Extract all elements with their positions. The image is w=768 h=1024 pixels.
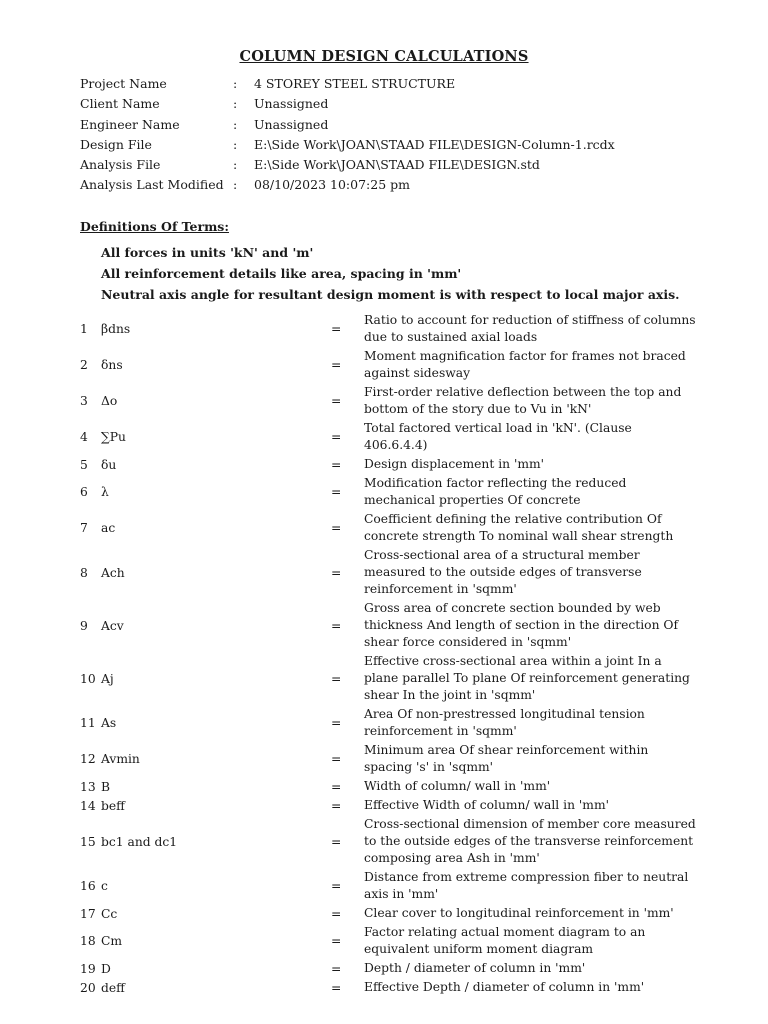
term-symbol: Cm xyxy=(101,934,123,948)
info-row-engineer-name xyxy=(80,115,720,135)
note-neutral-axis: Neutral axis angle for resultant design moment is with respect to local major axis. xyxy=(101,287,680,302)
term-number: 15 xyxy=(80,834,96,849)
term-symbol: As xyxy=(101,716,117,730)
term-symbol: Acv xyxy=(101,618,124,633)
term-equals: = xyxy=(331,834,342,849)
term-symbol: c xyxy=(101,879,108,893)
term-number: 8 xyxy=(80,565,88,580)
term-row xyxy=(80,652,700,705)
term-number: 17 xyxy=(80,906,96,921)
info-colon: : xyxy=(233,116,238,132)
term-equals: = xyxy=(331,485,342,499)
term-symbol: D xyxy=(101,961,111,976)
term-row xyxy=(80,546,700,599)
info-label: Project Name xyxy=(80,76,167,91)
term-equals: = xyxy=(331,394,342,408)
term-description: Effective cross-sectional area within a joint In a plane parallel To plane Of reinforcement generating shear In the joint in 'sqmm' xyxy=(364,654,690,702)
note-reinforcement: All reinforcement details like area, spacing in 'mm' xyxy=(101,266,462,281)
term-number: 12 xyxy=(80,752,96,766)
info-row-analysis-file xyxy=(80,155,720,175)
info-value: Unassigned xyxy=(254,116,329,132)
term-description: Width of column/ wall in 'mm' xyxy=(364,779,551,793)
info-value: 08/10/2023 10:07:25 pm xyxy=(254,177,410,193)
term-row xyxy=(80,419,700,455)
term-equals: = xyxy=(331,961,342,976)
term-row xyxy=(80,923,700,959)
term-equals: = xyxy=(331,906,342,921)
term-description: Gross area of concrete section bounded by web thickness And length of section in the direction Of shear force considered in 'sqmm' xyxy=(364,601,679,649)
term-equals: = xyxy=(331,879,342,893)
term-equals: = xyxy=(331,752,342,766)
term-number: 7 xyxy=(80,521,88,535)
term-number: 9 xyxy=(80,618,88,633)
term-symbol: beff xyxy=(101,798,125,813)
term-symbol: λ xyxy=(101,485,109,499)
term-row xyxy=(80,455,700,474)
term-description: Area Of non-prestressed longitudinal tension reinforcement in 'sqmm' xyxy=(364,707,645,738)
term-number: 3 xyxy=(80,394,88,408)
term-symbol: δns xyxy=(101,358,123,372)
term-symbol: Ach xyxy=(101,565,125,580)
info-value: 4 STOREY STEEL STRUCTURE xyxy=(254,76,456,91)
page-title: COLUMN DESIGN CALCULATIONS xyxy=(239,48,529,65)
term-equals: = xyxy=(331,430,342,444)
term-description: Ratio to account for reduction of stiffness of columns due to sustained axial loads xyxy=(364,313,696,344)
info-value: Unassigned xyxy=(254,96,329,112)
term-equals: = xyxy=(331,980,342,995)
term-row xyxy=(80,383,700,419)
term-symbol: βdns xyxy=(101,322,131,336)
term-number: 5 xyxy=(80,457,88,472)
term-row xyxy=(80,347,700,383)
term-number: 20 xyxy=(80,980,96,995)
project-info xyxy=(80,74,720,196)
info-label: Design File xyxy=(80,136,152,152)
info-colon: : xyxy=(233,157,238,173)
definitions-heading: Definitions Of Terms: xyxy=(80,219,229,234)
term-description: Effective Width of column/ wall in 'mm' xyxy=(364,798,609,812)
term-row xyxy=(80,510,700,546)
term-description: Coefficient defining the relative contribution Of concrete strength To nominal wall shear strength xyxy=(364,512,674,543)
term-description: Total factored vertical load in 'kN'. (Clause 406.6.4.4) xyxy=(364,421,632,452)
term-description: Minimum area Of shear reinforcement within spacing 's' in 'sqmm' xyxy=(364,743,649,774)
term-row xyxy=(80,815,700,868)
term-row xyxy=(80,599,700,652)
term-symbol: ac xyxy=(101,521,116,535)
term-number: 16 xyxy=(80,879,96,893)
term-description: Cross-sectional dimension of member core measured to the outside edges of the transverse reinforcement composing area Ash in 'mm' xyxy=(364,817,696,865)
term-equals: = xyxy=(331,565,342,580)
term-description: Clear cover to longitudinal reinforcement in 'mm' xyxy=(364,906,674,920)
term-symbol: δu xyxy=(101,457,117,472)
info-row-analysis-last-modified xyxy=(80,175,720,195)
term-equals: = xyxy=(331,322,342,336)
info-colon: : xyxy=(233,177,238,193)
term-symbol: bc1 and dc1 xyxy=(101,834,178,849)
term-symbol: ∑Pu xyxy=(101,430,126,444)
term-equals: = xyxy=(331,521,342,535)
term-row xyxy=(80,978,700,997)
term-row xyxy=(80,959,700,978)
term-number: 14 xyxy=(80,798,96,813)
term-row xyxy=(80,741,700,777)
term-symbol: deff xyxy=(101,980,125,995)
term-description: Modification factor reflecting the reduced mechanical properties Of concrete xyxy=(364,476,627,507)
info-value: E:\Side Work\JOAN\STAAD FILE\DESIGN-Column-1.rcdx xyxy=(254,136,615,152)
notes-list xyxy=(101,242,680,305)
term-equals: = xyxy=(331,358,342,372)
term-description: Effective Depth / diameter of column in 'mm' xyxy=(364,980,645,994)
term-number: 19 xyxy=(80,961,96,976)
term-number: 18 xyxy=(80,934,96,948)
term-equals: = xyxy=(331,934,342,948)
term-symbol: B xyxy=(101,779,111,794)
term-equals: = xyxy=(331,779,342,794)
term-description: Depth / diameter of column in 'mm' xyxy=(364,961,586,975)
term-row xyxy=(80,311,700,347)
info-label: Engineer Name xyxy=(80,116,180,132)
term-equals: = xyxy=(331,671,342,686)
term-description: Cross-sectional area of a structural member measured to the outside edges of transverse reinforcement in 'sqmm' xyxy=(364,548,642,596)
info-label: Analysis Last Modified xyxy=(80,177,224,193)
info-colon: : xyxy=(233,96,238,112)
note-units: All forces in units 'kN' and 'm' xyxy=(101,245,314,260)
info-label: Analysis File xyxy=(80,157,161,173)
term-symbol: Cc xyxy=(101,906,118,921)
term-number: 2 xyxy=(80,358,88,372)
term-equals: = xyxy=(331,457,342,472)
info-colon: : xyxy=(233,136,238,152)
info-colon: : xyxy=(233,76,238,91)
info-row-client-name xyxy=(80,94,720,114)
info-row-design-file xyxy=(80,135,720,155)
term-description: Distance from extreme compression fiber to neutral axis in 'mm' xyxy=(364,870,689,901)
term-description: Design displacement in 'mm' xyxy=(364,457,545,471)
term-symbol: Avmin xyxy=(101,752,140,766)
info-value: E:\Side Work\JOAN\STAAD FILE\DESIGN.std xyxy=(254,157,540,173)
terms-list xyxy=(80,311,700,997)
term-equals: = xyxy=(331,798,342,813)
term-row xyxy=(80,796,700,815)
term-equals: = xyxy=(331,716,342,730)
term-symbol: Δo xyxy=(101,394,118,408)
term-symbol: Aj xyxy=(101,671,114,686)
term-description: First-order relative deflection between the top and bottom of the story due to Vu in 'kN' xyxy=(364,385,682,416)
info-row-project-name xyxy=(80,74,720,94)
term-number: 10 xyxy=(80,671,96,686)
term-description: Moment magnification factor for frames not braced against sidesway xyxy=(364,349,686,380)
term-equals: = xyxy=(331,618,342,633)
term-row xyxy=(80,777,700,796)
term-number: 6 xyxy=(80,485,88,499)
term-number: 4 xyxy=(80,430,88,444)
term-row xyxy=(80,904,700,923)
term-number: 1 xyxy=(80,322,88,336)
term-row xyxy=(80,474,700,510)
term-row xyxy=(80,705,700,741)
term-description: Factor relating actual moment diagram to an equivalent uniform moment diagram xyxy=(364,925,646,956)
term-row xyxy=(80,868,700,904)
info-label: Client Name xyxy=(80,96,160,112)
term-number: 13 xyxy=(80,779,96,794)
term-number: 11 xyxy=(80,716,96,730)
